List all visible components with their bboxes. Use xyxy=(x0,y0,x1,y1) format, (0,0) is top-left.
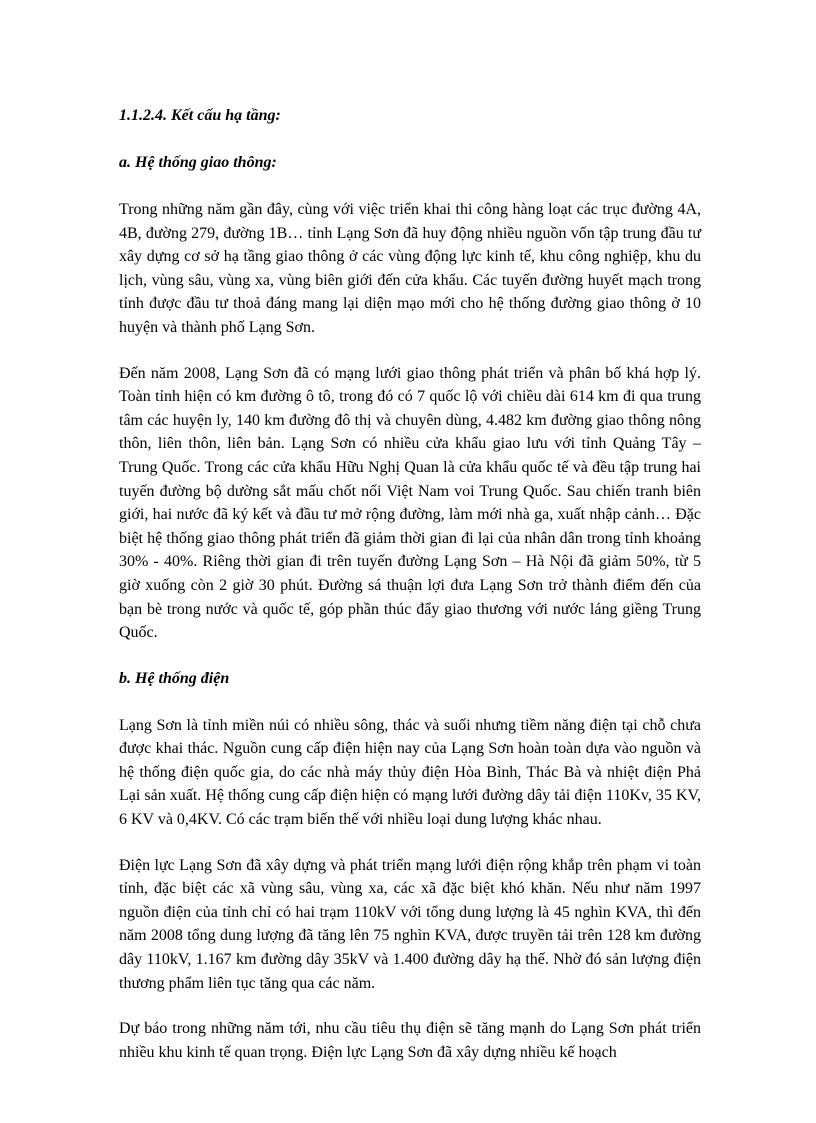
paragraph-electricity-2: Điện lực Lạng Sơn đã xây dựng và phát triển mạng lưới điện rộng khắp trên phạm vi toàn tỉnh, đặc biệt các xã vùng sâu, vùng xa, các xã đặc biệt khó khăn. Nếu như năm 1997 nguồn điện của tỉnh chỉ có hai trạm 110kV với tổng dung lượng là 45 nghìn KVA, thì đến năm 2008 tổng dung lượng đã tăng lên 75 nghìn KVA, được truyền tải trên 128 km đường dây 110kV, 1.167 km đường dây 35kV và 1.400 đường dây hạ thế. Nhờ đó sản lượng điện thương phẩm liên tục tăng qua các năm. xyxy=(119,856,701,992)
section-heading-main: 1.1.2.4. Kết cấu hạ tầng: xyxy=(119,107,281,124)
paragraph-electricity-3: Dự báo trong những năm tới, nhu cầu tiêu thụ điện sẽ tăng mạnh do Lạng Sơn phát triển nhiều khu kinh tế quan trọng. Điện lực Lạng Sơn đã xây dựng nhiều kế hoạch xyxy=(119,1020,701,1061)
subsection-heading-electricity: b. Hệ thống điện xyxy=(119,669,230,687)
paragraph-transport-2: Đến năm 2008, Lạng Sơn đã có mạng lưới giao thông phát triển và phân bố khá hợp lý. Toàn tỉnh hiện có km đường ô tô, trong đó có 7 quốc lộ với chiều dài 614 km đi qua trung tâm các huyện ly, 140 km đường đô thị và chuyên dùng, 4.482 km đường giao thông nông thôn, liên thôn, liên bản. Lạng Sơn có nhiều cửa khẩu giao lưu với tỉnh Quảng Tây – Trung Quốc. Trong các cửa khẩu Hữu Nghị Quan là cửa khẩu quốc tế và đều tập trung hai tuyến đường bộ dường sắt mấu chốt nối Việt Nam voi Trung Quốc. Sau chiến tranh biên giới, hai nước đã ký kết và đầu tư mở rộng đường, làm mới nhà ga, xuất nhập cảnh… Đặc biệt hệ thống giao thông phát triển đã giảm thời gian đi lại của nhân dân trong tỉnh khoảng 30% - 40%. Riêng thời gian đi trên tuyến đường Lạng Sơn – Hà Nội đã giảm 50%, từ 5 giờ xuống còn 2 giờ 30 phút. Đường sá thuận lợi đưa Lạng Sơn trở thành điểm đến của bạn bè trong nước và quốc tế, góp phần thúc đẩy giao thương với nước láng giềng Trung Quốc. xyxy=(119,364,701,642)
paragraph-electricity-1: Lạng Sơn là tỉnh miền núi có nhiều sông, thác và suối nhưng tiềm năng điện tại chỗ chưa được khai thác. Nguồn cung cấp điện hiện nay của Lạng Sơn hoàn toàn dựa vào nguồn và hệ thống điện quốc gia, do các nhà máy thủy điện Hòa Bình, Thác Bà và nhiệt điện Phả Lại sản xuất. Hệ thống cung cấp điện hiện có mạng lưới đường dây tải điện 110Kv, 35 KV, 6 KV và 0,4KV. Có các trạm biến thế với nhiều loại dung lượng khác nhau. xyxy=(119,716,701,829)
subsection-heading-transport: a. Hệ thống giao thông: xyxy=(119,154,277,171)
paragraph-transport-1: Trong những năm gần đây, cùng với việc triển khai thi công hàng loạt các trục đường 4A, 4B, đường 279, đường 1B… tỉnh Lạng Sơn đã huy động nhiều nguồn vốn tập trung đầu tư xây dựng cơ sở hạ tầng giao thông ở các vùng động lực kinh tế, khu công nghiệp, khu du lịch, vùng sâu, vùng xa, vùng biên giới đến cửa khẩu. Các tuyến đường huyết mạch trong tỉnh được đầu tư thoả đáng mang lại diện mạo mới cho hệ thống đường giao thông ở 10 huyện và thành phố Lạng Sơn. xyxy=(119,201,701,336)
document-page xyxy=(119,104,701,1064)
